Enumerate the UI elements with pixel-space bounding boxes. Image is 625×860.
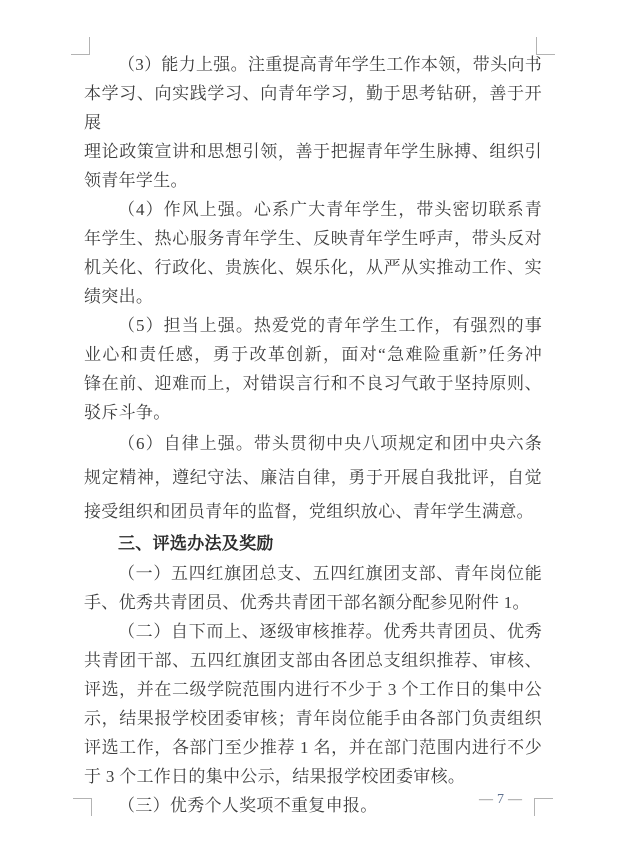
text-line: （6）自律上强。带头贯彻中央八项规定和团中央六条 [118,434,542,453]
text-line: 理论政策宣讲和思想引领，善于把握青年学生脉搏、组织引 [84,142,542,161]
text-line: 绩突出。 [84,287,154,306]
text-line: 本学习、向实践学习、向青年学习，勤于思考钻研，善于开展 [84,84,542,132]
text-line: （5）担当上强。热爱党的青年学生工作，有强烈的事 [118,316,542,335]
text-line: 接受组织和团员青年的监督，党组织放心、青年学生满意。 [84,502,534,521]
text-line: （4）作风上强。心系广大青年学生，带头密切联系青 [118,200,542,219]
text-line: （二）自下而上、逐级审核推荐。优秀共青团员、优秀 [118,622,542,641]
page-number-dash-left: — [479,792,493,807]
paragraph [84,617,542,791]
text-line: 示，结果报学校团委审核；青年岗位能手由各部门负责组织 [84,709,542,728]
text-line: （3）能力上强。注重提高青年学生工作本领，带头向书 [118,55,542,74]
text-line: 领青年学生。 [84,171,188,190]
text-line: 手、优秀共青团员、优秀共青团干部名额分配参见附件 1。 [84,593,530,612]
page-footer [479,792,522,808]
paragraph [84,50,542,195]
text-line: 机关化、行政化、贵族化、娱乐化，从严从实推动工作、实 [84,258,542,277]
text-line: 年学生、热心服务青年学生、反映青年学生呼声，带头反对 [84,229,542,248]
text-line: 评选，并在二级学院范围内进行不少于 3 个工作日的集中公 [84,680,542,699]
page-number-dash-right: — [508,792,522,807]
text-line: （三）优秀个人奖项不重复申报。 [118,796,378,815]
page-number: 7 [497,792,504,807]
paragraph [84,559,542,617]
document-body [84,50,542,820]
text-line: 评选工作，各部门至少推荐 1 名，并在部门范围内进行不少 [84,738,542,757]
text-line: 三、评选办法及奖励 [118,534,274,553]
text-line: 规定精神，遵纪守法、廉洁自律，勇于开展自我批评，自觉 [84,468,542,487]
text-line: 业心和责任感，勇于改革创新，面对“急难险重新”任务冲 [84,345,542,364]
paragraph [84,311,542,427]
text-line: （一）五四红旗团总支、五四红旗团支部、青年岗位能 [118,564,542,583]
paragraph [84,195,542,311]
text-line: 锋在前、迎难而上，对错误言行和不良习气敢于坚持原则、 [84,374,542,393]
paragraph [84,529,542,559]
paragraph [84,791,542,820]
text-line: 驳斥斗争。 [84,403,171,422]
paragraph [84,427,542,529]
text-line: 共青团干部、五四红旗团支部由各团总支组织推荐、审核、 [84,651,542,670]
text-line: 于 3 个工作日的集中公示，结果报学校团委审核。 [84,767,466,786]
